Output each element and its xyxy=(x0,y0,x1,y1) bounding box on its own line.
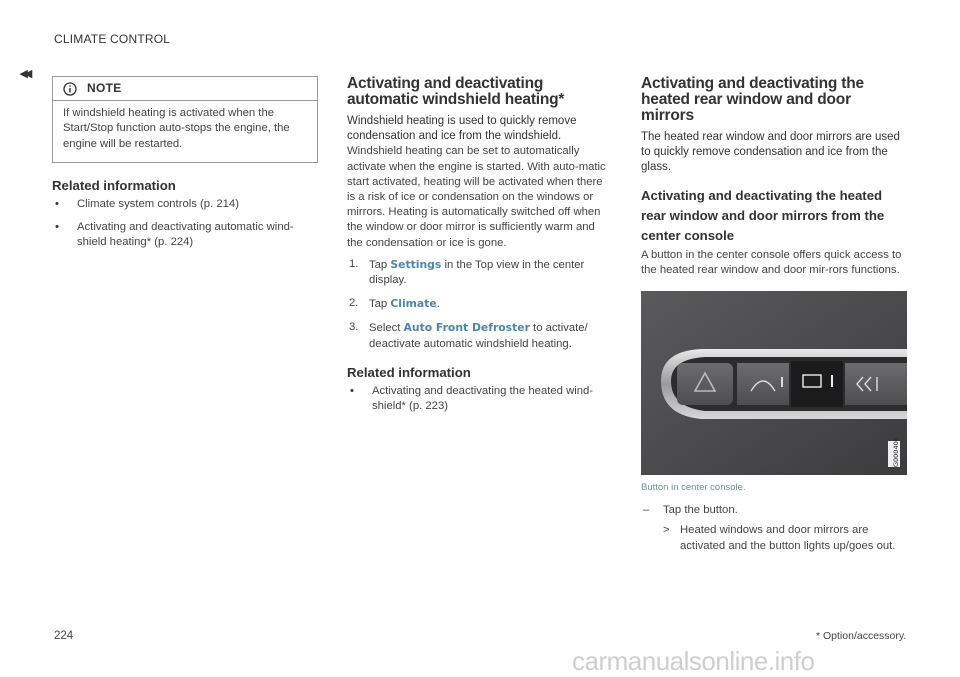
column-left xyxy=(52,76,318,258)
note-text: If windshield heating is activated when the Start/Stop function auto-stops the engine, the engine will be restarted. xyxy=(63,107,290,150)
section-header: CLIMATE CONTROL xyxy=(54,32,171,46)
related-info-heading: Related information xyxy=(347,364,471,380)
body-text: A button in the center console offers quick access to the heated rear window and door mir-rors functions. xyxy=(641,248,902,276)
step-result-text: Heated windows and door mirrors are activated and the button lights up/goes out. xyxy=(680,524,896,552)
lead-text: The heated rear window and door mirrors are used to quickly remove condensation and ice from the glass. xyxy=(641,131,900,174)
result-glyph: > xyxy=(663,524,670,537)
back-chevron-icon[interactable]: ◂◂ xyxy=(20,65,30,82)
related-links xyxy=(347,384,613,414)
console-button-illustration xyxy=(641,291,907,475)
body-text: Windshield heating can be set to automatically activate when the engine is started. With auto-matic start activated, heating will be activated when there is a risk of ice or condensation on the windows or mirrors. Heating is automatically switched off when the window or door mirror is sufficiently warm and the condensation or ice is gone. xyxy=(347,145,606,249)
lead-text: Windshield heating is used to quickly remove condensation and ice from the windshield. xyxy=(347,115,577,143)
section-title: Activating and deactivating the heated rear window and door mirrors xyxy=(641,75,864,124)
center-console-photo xyxy=(641,291,907,475)
page-number: 224 xyxy=(54,630,74,642)
section-title: Activating and deactivating automatic windshield heating* xyxy=(347,75,565,108)
related-link[interactable]: • Climate system controls (p. 214) xyxy=(52,197,318,212)
footnote: * Option/accessory. xyxy=(816,630,907,642)
action-step xyxy=(641,503,907,518)
climate-ui-label: Climate xyxy=(390,297,437,311)
dash-glyph: – xyxy=(643,504,650,517)
related-links xyxy=(52,197,318,251)
action-step-text: Tap the button. xyxy=(663,504,738,517)
related-link[interactable]: • Activating and deactivating automatic wind-shield heating* (p. 224) xyxy=(52,220,318,250)
step-item: 3. Select Auto Front Defroster to activate/ deactivate automatic windshield heating. xyxy=(349,321,588,350)
watermark: carmanualsonline.info xyxy=(572,646,815,676)
auto-front-defroster-ui-label: Auto Front Defroster xyxy=(403,321,530,335)
note-box xyxy=(52,76,318,163)
photo-code: G000406 xyxy=(892,437,900,468)
settings-ui-label: Settings xyxy=(390,257,442,271)
photo-caption: Button in center console. xyxy=(641,482,746,494)
info-circle-icon xyxy=(63,82,77,96)
step-item: 1. Tap Settings in the Top view in the center display. xyxy=(349,257,585,287)
column-right xyxy=(641,76,907,554)
step-result xyxy=(641,523,907,553)
steps-list xyxy=(347,257,613,352)
subsection-title: Activating and deactivating the heated rear window and door mirrors from the center console xyxy=(641,187,885,243)
note-header xyxy=(53,77,317,101)
note-title: NOTE xyxy=(87,81,122,95)
step-item: 2. Tap Climate. xyxy=(349,297,440,311)
related-link[interactable]: • Activating and deactivating the heated wind-shield* (p. 223) xyxy=(347,384,613,414)
related-info-heading: Related information xyxy=(52,177,176,193)
column-middle xyxy=(347,76,613,422)
